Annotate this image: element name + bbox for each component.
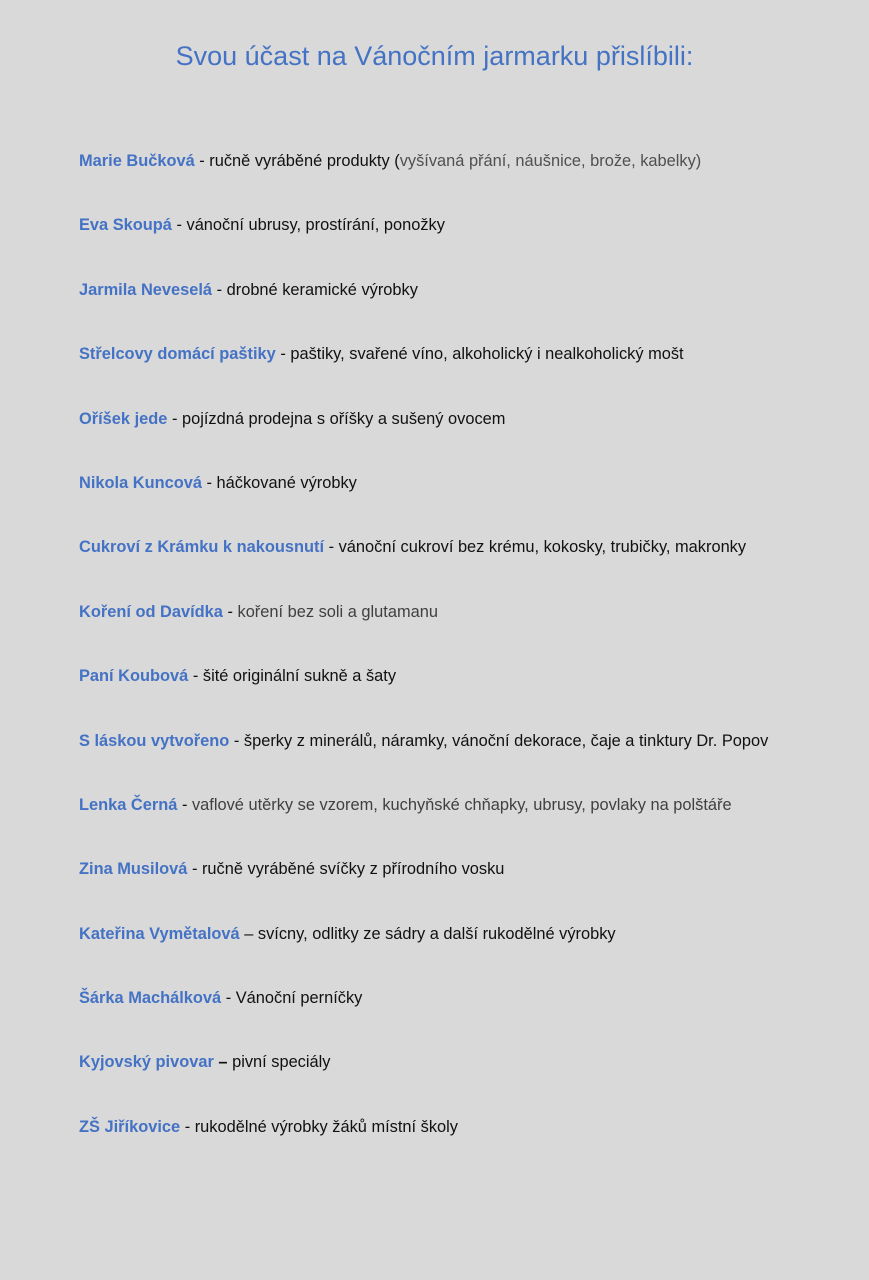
list-item — [79, 1045, 859, 1109]
vendor-description: ručně vyráběné produkty ( — [209, 152, 400, 170]
vendor-list — [79, 144, 859, 1174]
vendor-description: rukodělné výrobky žáků místní školy — [194, 1117, 458, 1136]
list-item — [79, 402, 859, 466]
list-item — [79, 981, 859, 1045]
vendor-separator: - — [171, 216, 187, 235]
vendor-description: koření bez soli a glutamanu — [237, 602, 438, 621]
list-item — [79, 144, 859, 208]
vendor-name: Jarmila Neveselá — [79, 280, 213, 299]
vendor-name: ZŠ Jiříkovice — [79, 1117, 181, 1136]
vendor-separator: - — [201, 473, 217, 492]
vendor-name: Zina Musilová — [79, 860, 188, 879]
vendor-separator: - — [275, 345, 291, 364]
vendor-name: Eva Skoupá — [79, 216, 172, 235]
list-item — [79, 595, 859, 659]
vendor-separator: - — [194, 152, 210, 170]
vendor-description: háčkované výrobky — [216, 473, 357, 492]
vendor-description: pojízdná prodejna s oříšky a sušený ovocem — [181, 409, 506, 428]
vendor-separator: - — [212, 280, 227, 299]
vendor-name: Oříšek jede — [79, 409, 168, 428]
vendor-description: pivní speciály — [232, 1053, 331, 1072]
vendor-description-extra: vyšívaná přání, náušnice, brože, kabelky) — [399, 152, 702, 170]
vendor-separator: - — [324, 538, 339, 557]
list-item — [79, 917, 859, 981]
list-item — [79, 724, 859, 788]
list-item — [79, 466, 859, 530]
vendor-description: ručně vyráběné svíčky z přírodního vosku — [201, 860, 505, 879]
vendor-separator: - — [167, 409, 182, 428]
vendor-description: vánoční ubrusy, prostírání, ponožky — [186, 216, 445, 235]
vendor-name: Šárka Machálková — [79, 989, 222, 1008]
vendor-description: drobné keramické výrobky — [226, 280, 418, 299]
vendor-separator: – — [213, 1053, 233, 1072]
vendor-description: svícny, odlitky ze sádry a další rukodělné výrobky — [257, 924, 616, 943]
vendor-separator: - — [177, 795, 192, 814]
vendor-name: Paní Koubová — [79, 667, 189, 686]
vendor-name: Cukroví z Krámku k nakousnutí — [79, 538, 325, 557]
vendor-separator: - — [221, 989, 236, 1008]
vendor-description: šité originální sukně a šaty — [202, 667, 397, 686]
list-item — [79, 337, 859, 401]
vendor-name: Střelcovy domácí paštiky — [79, 345, 276, 364]
vendor-separator: - — [188, 667, 203, 686]
list-item — [79, 530, 859, 594]
vendor-description: Vánoční perníčky — [235, 989, 363, 1008]
vendor-separator: - — [180, 1117, 195, 1136]
vendor-description: šperky z minerálů, náramky, vánoční dekorace, čaje a tinktury Dr. Popov — [243, 731, 769, 750]
list-item — [79, 273, 859, 337]
vendor-name: Kateřina Vymětalová — [79, 924, 240, 943]
vendor-separator: – — [239, 924, 258, 943]
vendor-name: Kyjovský pivovar — [79, 1053, 214, 1072]
vendor-separator: - — [229, 731, 244, 750]
vendor-description: vaflové utěrky se vzorem, kuchyňské chňapky, ubrusy, povlaky na polštáře — [191, 795, 732, 814]
vendor-name: Marie Bučková — [79, 152, 195, 170]
vendor-name: S láskou vytvořeno — [79, 731, 230, 750]
vendor-name: Koření od Davídka — [79, 602, 223, 621]
vendor-separator: - — [222, 602, 238, 621]
page-title: Svou účast na Vánočním jarmarku přislíbili: — [175, 41, 694, 71]
list-item — [79, 208, 859, 272]
list-item — [79, 788, 859, 852]
vendor-description: vánoční cukroví bez krému, kokosky, trubičky, makronky — [338, 538, 747, 557]
list-item — [79, 1110, 859, 1174]
list-item — [79, 659, 859, 723]
list-item — [79, 852, 859, 916]
vendor-separator: - — [187, 860, 202, 879]
vendor-description: paštiky, svařené víno, alkoholický i nealkoholický mošt — [290, 345, 684, 364]
vendor-name: Nikola Kuncová — [79, 473, 202, 492]
vendor-name: Lenka Černá — [79, 795, 178, 814]
